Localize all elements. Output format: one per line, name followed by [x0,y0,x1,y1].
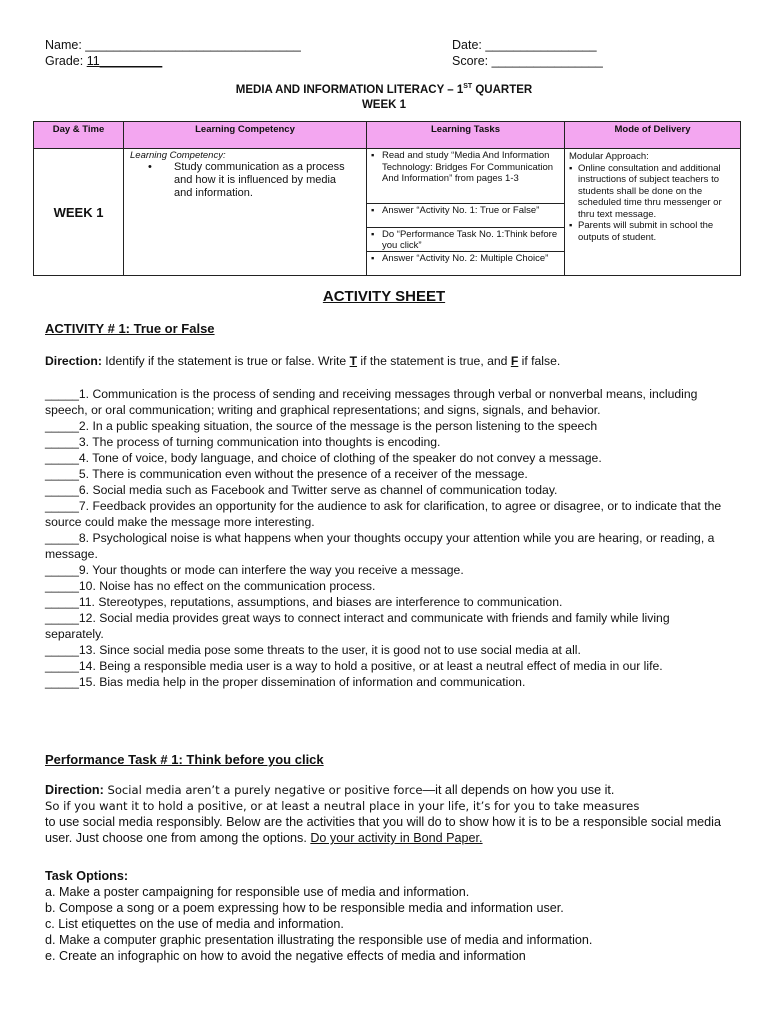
activity1-direction: Direction: Identify if the statement is true or false. Write T if the statement is true, and F if false. [45,354,561,368]
true-false-list [45,386,725,690]
list-item: _____15. Bias media help in the proper dissemination of information and communication. [45,675,526,689]
list-item: ▪ Do “Performance Task No. 1:Think before you click” [367,227,564,251]
week-title: WEEK 1 [361,99,407,111]
list-item: b. Compose a song or a poem expressing how to be responsible media and information user. [45,901,564,915]
bullet-icon: • [148,161,152,173]
list-item: _____14. Being a responsible media user is a way to hold a positive, or at least a neutral effect of media in our life. [45,659,663,673]
competency-label: Learning Competency: [130,150,226,161]
list-item: _____4. Tone of voice, body language, and choice of clothing of the speaker do not convey a message. [45,451,602,465]
week-cell: WEEK 1 [34,149,124,276]
grade-label: Grade: [45,54,84,68]
bullet-icon: ▪ [371,253,375,264]
score-field: Score: ________________ [452,54,603,68]
list-item: ▪ Read and study “Media And Information Technology: Bridges For Communication And Information” from pages 1-3 [367,149,564,203]
task-options-label: Task Options: [45,869,129,883]
list-item: _____11. Stereotypes, reputations, assumptions, and biases are interference to communication. [45,595,563,609]
header-learning-competency: Learning Competency [124,122,367,149]
bullet-icon: ▪ [371,205,375,216]
learning-plan-table [33,121,741,276]
bullet-icon: ▪ [569,220,573,231]
list-item: _____2. In a public speaking situation, the source of the message is the person listening to the speech [45,419,598,433]
list-item: _____10. Noise has no effect on the communication process. [45,579,376,593]
name-field: Name: _______________________________ [45,38,301,52]
list-item: ▪ Answer “Activity No. 1: True or False” [367,203,564,227]
list-item: _____5. There is communication even without the presence of a receiver of the message. [45,467,528,481]
list-item: _____12. Social media provides great ways to connect interact and communicate with friends and family while living separately. [45,611,670,641]
bullet-icon: ▪ [371,229,375,240]
list-item: d. Make a computer graphic presentation illustrating the responsible use of media and information. [45,933,593,947]
activity-sheet-title: ACTIVITY SHEET [322,288,446,305]
tasks-cell [367,149,565,276]
activity1-heading: ACTIVITY # 1: True or False [45,321,215,336]
header-mode-of-delivery: Mode of Delivery [565,122,741,149]
grade-value: 11_________ [86,54,163,68]
list-item: c. List etiquettes on the use of media and information. [45,917,344,931]
list-item: e. Create an infographic on how to avoid the negative effects of media and information [45,949,526,963]
list-item: _____8. Psychological noise is what happens when your thoughts occupy your attention while you are hearing, or reading, a message. [45,531,715,561]
date-field: Date: ________________ [452,38,597,52]
list-item: ▪ Online consultation and additional instructions of subject teachers to students shall be done on the scheduled time thru messenger or thru text message. [569,162,722,220]
performance-task-heading: Performance Task # 1: Think before you click [45,752,324,767]
bullet-icon: ▪ [371,150,375,161]
document-title: MEDIA AND INFORMATION LITERACY – 1ST QUARTER [235,83,533,96]
table-header-row [34,122,741,149]
task-options [45,868,725,964]
list-item: _____7. Feedback provides an opportunity for the audience to ask for clarification, to agree or disagree, or to indicate that the source could make the message more interesting. [45,499,722,529]
list-item: ▪ Answer “Activity No. 2: Multiple Choice” [367,251,564,275]
performance-task-direction: Direction: Social media aren’t a purely negative or positive force—it all depends on how you use it. So if you want it to hold a positive, or at least a neutral place in your life, it’s for you to take measures to use social media responsibly. Below are the activities that you will do to show how it is to be a responsible social media user. Just choose one from among the options. Do your activity in Bond Paper. [45,783,721,845]
grade-field [45,54,162,68]
list-item: a. Make a poster campaigning for responsible use of media and information. [45,885,470,899]
delivery-cell [565,149,741,276]
list-item: _____3. The process of turning communication into thoughts is encoding. [45,435,441,449]
list-item: _____1. Communication is the process of sending and receiving messages through verbal or nonverbal means, including speech, or oral communication; writing and graphical representations; and signs, signals, and behavior. [45,387,698,417]
competency-cell [124,149,367,276]
list-item: ▪ Parents will submit in school the outputs of student. [569,220,714,243]
table-row [34,149,741,276]
list-item: • Study communication as a process and how it is influenced by media and information. [148,161,345,199]
bullet-icon: ▪ [569,162,573,174]
list-item: _____9. Your thoughts or mode can interfere the way you receive a message. [45,563,464,577]
list-item: _____13. Since social media pose some threats to the user, it is good not to use social media at all. [45,643,581,657]
header-day-time: Day & Time [34,122,124,149]
list-item: _____6. Social media such as Facebook and Twitter serve as channel of communication today. [45,483,558,497]
delivery-label: Modular Approach: [569,151,649,162]
header-learning-tasks: Learning Tasks [367,122,565,149]
